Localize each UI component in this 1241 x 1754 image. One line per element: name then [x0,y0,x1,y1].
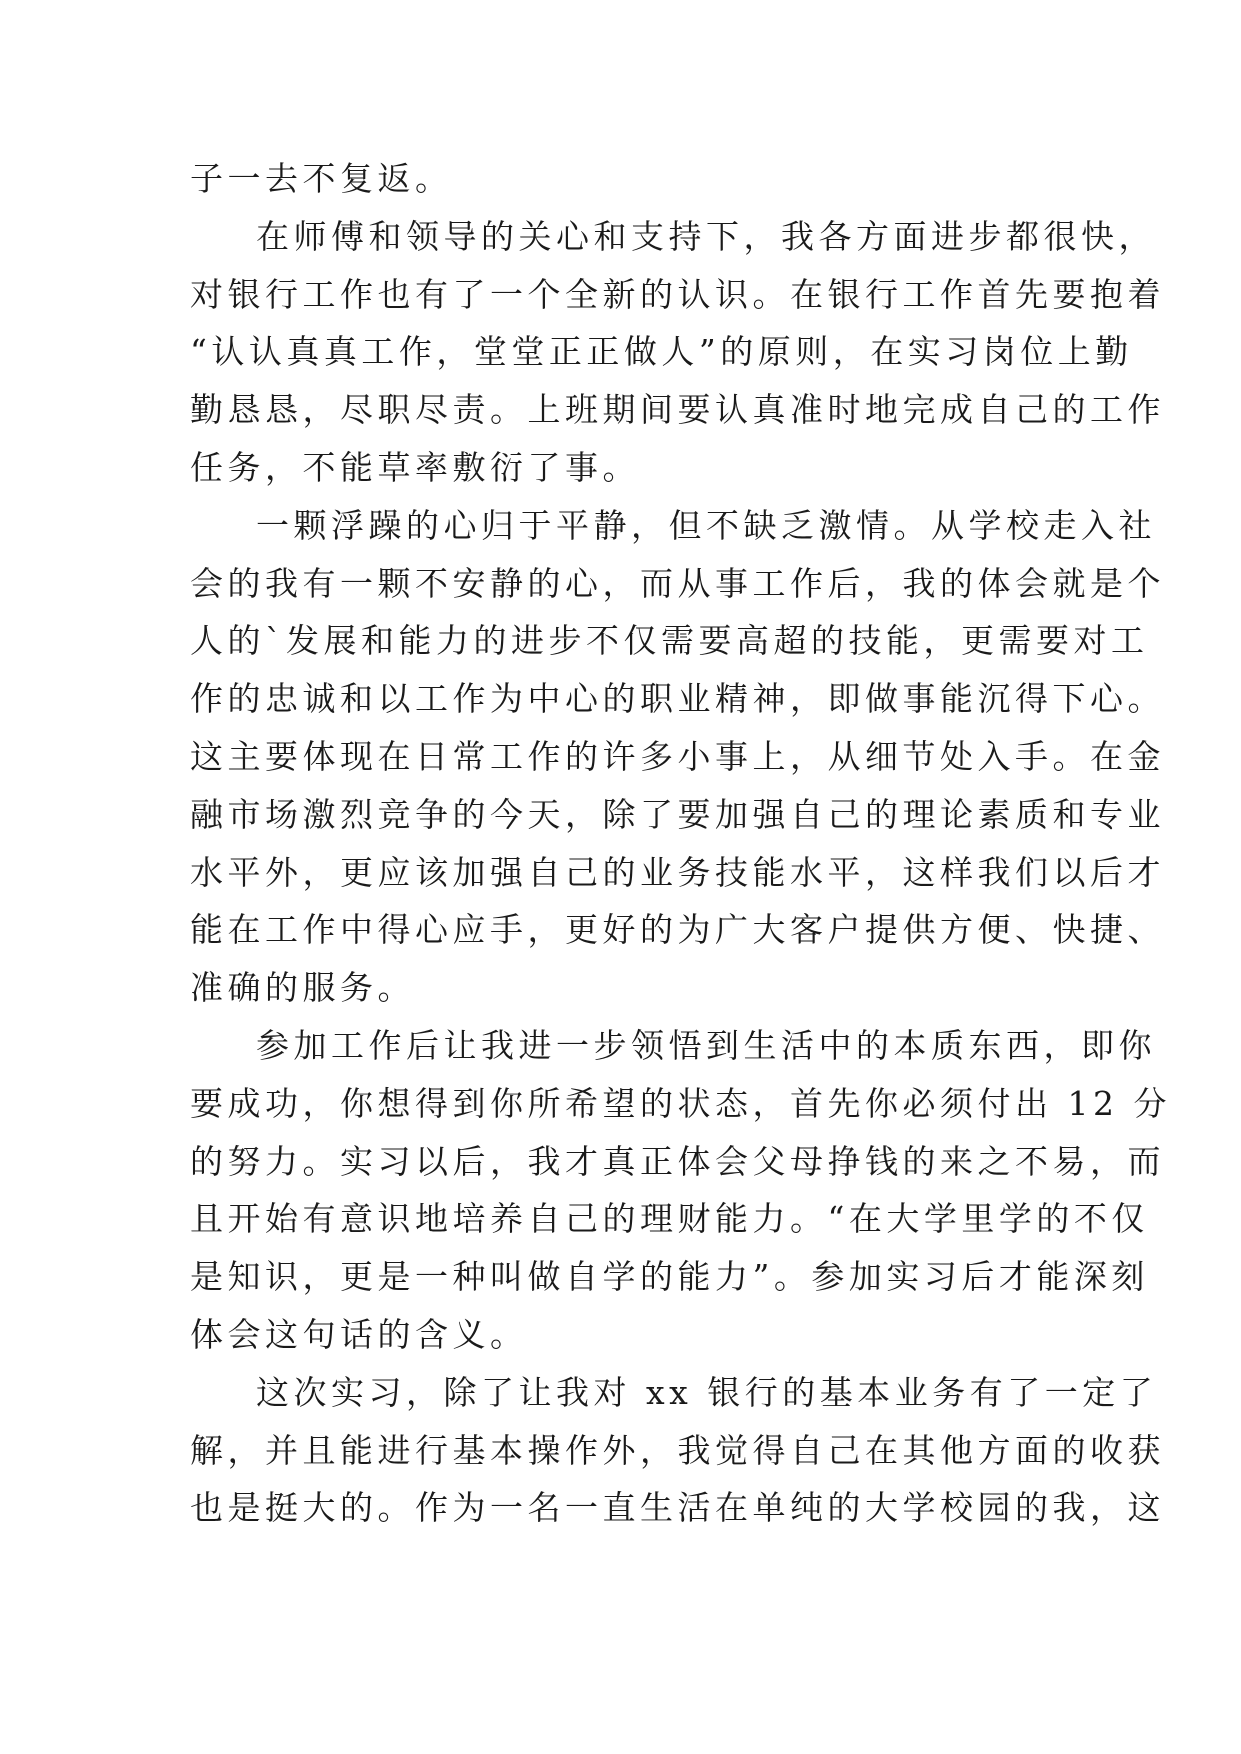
body-text [190,150,1171,1537]
text-line: 也是挺大的。作为一名一直生活在单纯的大学校园的我，这 [190,1488,1165,1528]
text-line: 作的忠诚和以工作为中心的职业精神，即做事能沉得下心。 [190,679,1165,719]
text-line: 子一去不复返。 [190,159,453,198]
paragraph-first-line: 在师傅和领导的关心和支持下，我各方面进步都很快， [256,216,1156,256]
text-line: 体会这句话的含义。 [190,1314,528,1354]
paragraph-first-line: 一颗浮躁的心归于平静，但不缺乏激情。从学校走入社 [256,505,1156,545]
text-line: 要成功，你想得到你所希望的状态，首先你必须付出 12 分 [190,1083,1171,1123]
text-line: 对银行工作也有了一个全新的认识。在银行工作首先要抱着 [190,274,1165,314]
text-line: 会的我有一颗不安静的心，而从事工作后，我的体会就是个 [190,563,1165,603]
text-line: 解，并且能进行基本操作外，我觉得自己在其他方面的收获 [190,1430,1165,1470]
text-line: 融市场激烈竞争的今天，除了要加强自己的理论素质和专业 [190,794,1165,834]
text-line: 的努力。实习以后，我才真正体会父母挣钱的来之不易，而 [190,1141,1165,1181]
text-line: 水平外，更应该加强自己的业务技能水平，这样我们以后才 [190,852,1165,892]
text-line: 是知识，更是一种叫做自学的能力”。参加实习后才能深刻 [190,1257,1149,1297]
text-line: 人的`发展和能力的进步不仅需要高超的技能，更需要对工 [190,621,1149,661]
text-line: 任务，不能草率敷衍了事。 [190,447,640,487]
text-line: 勤恳恳，尽职尽责。上班期间要认真准时地完成自己的工作 [190,390,1165,430]
text-line: 能在工作中得心应手，更好的为广大客户提供方便、快捷、 [190,910,1165,950]
text-line: 这主要体现在日常工作的许多小事上，从细节处入手。在金 [190,736,1165,776]
paragraph-first-line: 参加工作后让我进一步领悟到生活中的本质东西，即你 [256,1025,1156,1065]
text-line: “认认真真工作，堂堂正正做人”的原则，在实习岗位上勤 [190,332,1133,372]
text-line: 且开始有意识地培养自己的理财能力。“在大学里学的不仅 [190,1199,1149,1239]
paragraph-first-line: 这次实习，除了让我对 xx 银行的基本业务有了一定了 [256,1372,1158,1412]
text-line: 准确的服务。 [190,968,415,1008]
